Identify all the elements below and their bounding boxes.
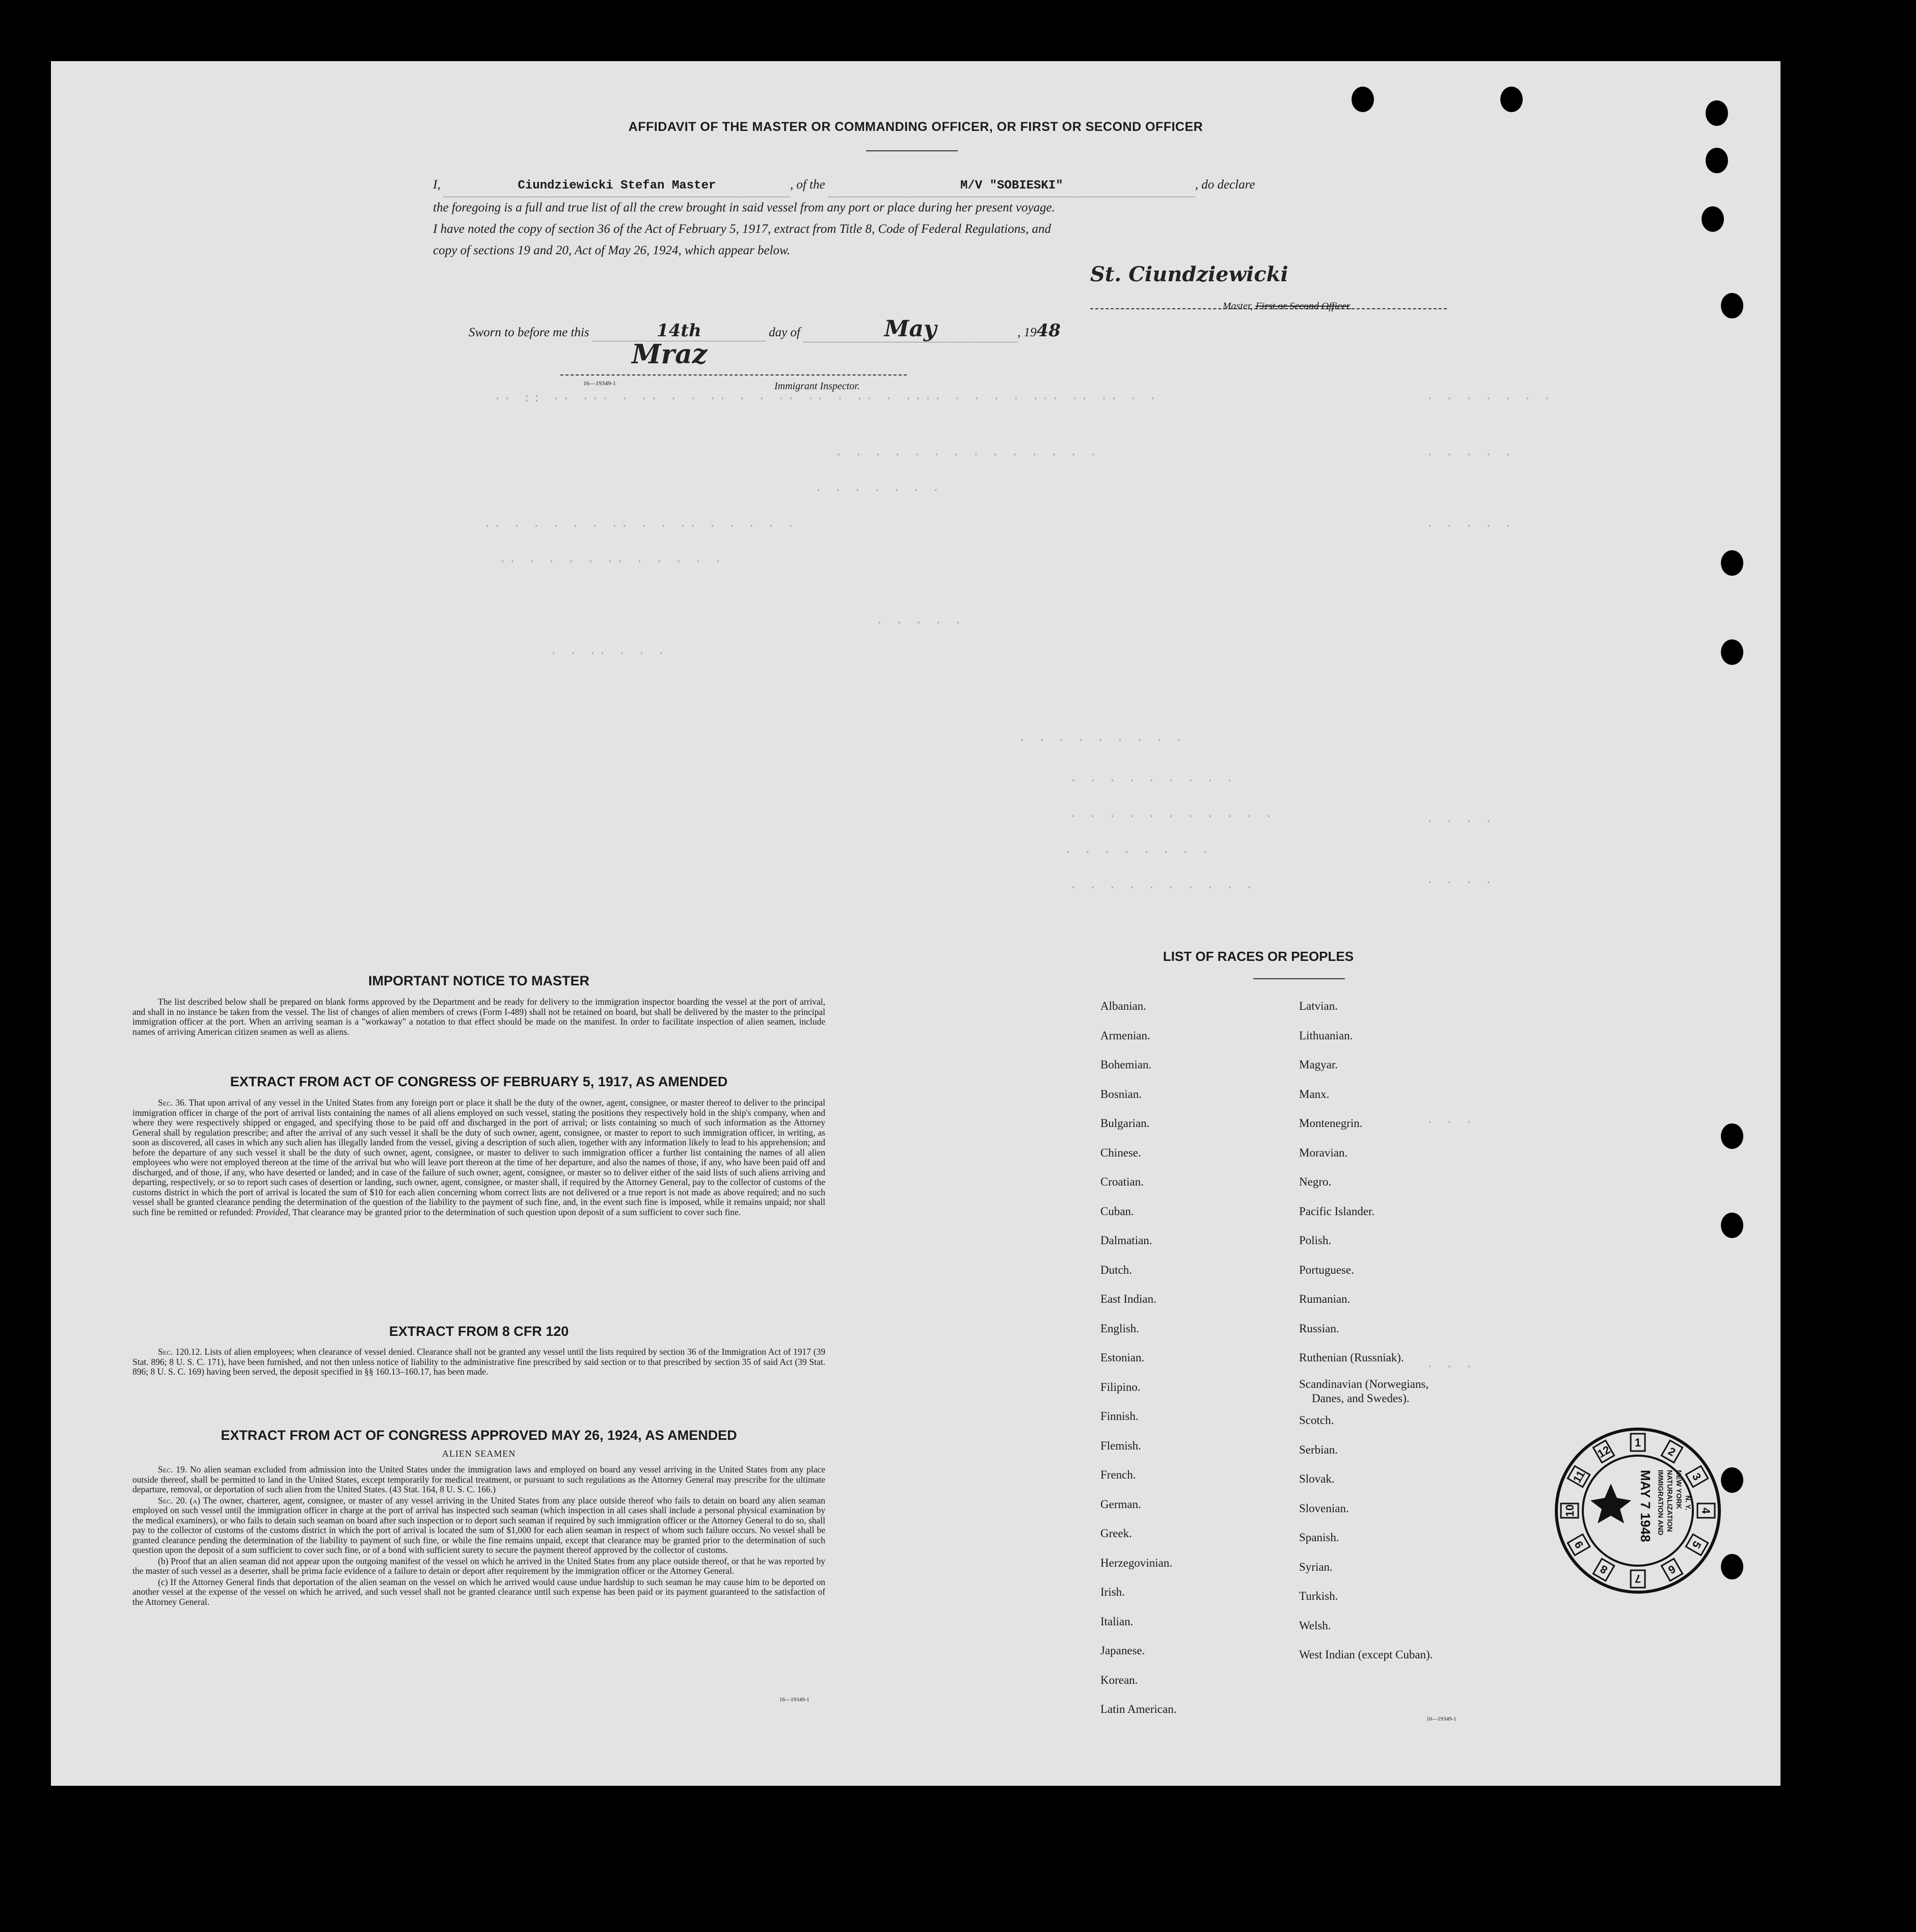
race-item: Irish.	[1100, 1586, 1125, 1598]
stamp-ring-number: 6	[1666, 1562, 1678, 1577]
punch-hole	[1500, 87, 1523, 112]
vessel-name-field: M/V "SOBIESKI"	[828, 175, 1195, 197]
ghost-mark: · · · · · · ·	[1426, 392, 1554, 405]
punch-hole	[1706, 148, 1728, 173]
race-item: Latvian.	[1299, 1000, 1338, 1012]
races-title: LIST OF RACES OR PEOPLES	[1163, 949, 1354, 964]
race-item: Moravian.	[1299, 1146, 1348, 1159]
extract-1924-text	[132, 1465, 825, 1608]
stamp-ring-number: 7	[1634, 1572, 1641, 1585]
stamp-ring-number: 9	[1572, 1539, 1586, 1551]
ghost-mark: · · · · · · · · ·	[1070, 774, 1236, 787]
race-item: Slovak.	[1299, 1472, 1335, 1485]
document-page	[51, 61, 1780, 1786]
ghost-mark: · · ·	[1426, 1116, 1476, 1129]
ghost-mark: · · · · · · · · ·	[1019, 734, 1185, 746]
race-item: Filipino.	[1100, 1380, 1141, 1393]
ghost-mark: · · · · ·	[876, 616, 964, 629]
race-item: Flemish.	[1100, 1439, 1141, 1452]
race-item: French.	[1100, 1468, 1136, 1481]
declare-text: , do declare	[1195, 178, 1255, 192]
sec-20b-text: (b) Proof that an alien seaman did not appear upon the outgoing manifest of the vessel on which he arrived in the United States from any place outside thereof, or that he was reported by the master of such vessel as a deserter, shall be prima facie evidence of a failure to detain or deport after requirement by the immigration officer or the Attorney General.	[132, 1555, 825, 1576]
punch-hole	[1706, 100, 1728, 126]
race-item: Montenegrin.	[1299, 1117, 1363, 1130]
stamp-ring-number: 1	[1634, 1436, 1641, 1449]
race-item: Bulgarian.	[1100, 1117, 1150, 1130]
punch-hole	[1721, 550, 1743, 576]
inspector-form-number: 16—19349-1	[583, 380, 616, 387]
stamp-ring-number: 12	[1595, 1443, 1613, 1461]
sec-19-text: No alien seaman excluded from admission into the United States under the immigration laws and employed on board any vessel arriving in the United States from any place outside thereof, shall be permitted to land in the United States, except temporarily for medical treatment, or pursuant to such regulations as the Attorney General may prescribe for the ultimate departure, removal, or deportation of such alien from the United States. (43 Stat. 164, 8 U. S. C. 166.)	[132, 1464, 826, 1494]
race-item: Finnish.	[1100, 1410, 1139, 1423]
punch-hole	[1702, 206, 1724, 232]
race-item: Scandinavian (Norwegians,	[1299, 1377, 1429, 1390]
race-item: Russian.	[1299, 1322, 1339, 1335]
stamp-ring-number: 10	[1563, 1504, 1576, 1517]
race-item: Slovenian.	[1299, 1501, 1349, 1515]
race-item: German.	[1100, 1497, 1141, 1511]
notice-text	[132, 997, 825, 1038]
race-item: Serbian.	[1299, 1443, 1338, 1456]
ghost-mark: · · · · · · · · · ·	[1070, 881, 1256, 894]
extract-cfr-title: EXTRACT FROM 8 CFR 120	[389, 1324, 569, 1339]
race-item: Negro.	[1299, 1175, 1332, 1188]
stamp-line-4: N. Y.	[1684, 1495, 1692, 1511]
race-item: Greek.	[1100, 1527, 1132, 1540]
sec-36-label: Sec. 36.	[158, 1097, 187, 1108]
ghost-mark: ·· · · · · ·· · · · · ·	[499, 555, 724, 568]
of-the-text: , of the	[790, 178, 825, 192]
sworn-year-field: 48	[1036, 320, 1061, 341]
ghost-mark: · · ·	[1426, 1360, 1476, 1373]
race-item: Welsh.	[1299, 1619, 1331, 1632]
stamp-line-3: NEW YORK	[1675, 1470, 1683, 1509]
race-item: Bohemian.	[1100, 1058, 1152, 1071]
notice-title: IMPORTANT NOTICE TO MASTER	[368, 973, 589, 988]
inspector-rule	[560, 374, 907, 375]
signature-caption-master: Master,	[1223, 301, 1256, 312]
stamp-ring-number: 5	[1689, 1539, 1704, 1551]
day-of-text: day of	[769, 326, 800, 339]
race-item: Korean.	[1100, 1673, 1138, 1686]
race-item: Pacific Islander.	[1299, 1204, 1375, 1218]
punch-hole	[1721, 1467, 1743, 1493]
race-item: Chinese.	[1100, 1146, 1141, 1159]
ghost-mark: · · · · · · · · · · · · · ·	[835, 448, 1100, 461]
ghost-mark: · · · · ·	[1426, 448, 1515, 461]
race-item: Cuban.	[1100, 1204, 1134, 1218]
stamp-ring-number: 4	[1699, 1507, 1712, 1514]
race-item: Turkish.	[1299, 1590, 1338, 1602]
affidavit-line-4: copy of sections 19 and 20, Act of May 26, 1924, which appear below.	[433, 244, 791, 257]
sworn-day-field: 14th	[592, 320, 766, 341]
race-item: Armenian.	[1100, 1029, 1150, 1042]
ghost-mark: · · · · · · · ·	[1065, 846, 1212, 858]
signature-caption-struck: First or Second Officer	[1255, 301, 1350, 312]
punch-hole	[1352, 87, 1374, 112]
affidavit-line-3: I have noted the copy of section 36 of the Act of February 5, 1917, extract from Title 8, Code of Federal Regulations, and	[433, 222, 1051, 236]
punch-hole	[1721, 639, 1743, 665]
race-item: Polish.	[1299, 1234, 1332, 1247]
race-item: Spanish.	[1299, 1531, 1339, 1544]
year-prefix: , 19	[1017, 326, 1037, 339]
race-item: Bosnian.	[1100, 1087, 1142, 1101]
affidavit-title: AFFIDAVIT OF THE MASTER OR COMMANDING OFFICER, OR FIRST OR SECOND OFFICER	[628, 120, 1203, 134]
sec-36-text: That upon arrival of any vessel in the United States from any foreign port or place it shall be the duty of the owner, agent, consignee, or master thereof to deliver to the principal immigration officer in charge of the port of arrival lists containing the names of all aliens employed on such vessel, stating the positions they respectively hold in the ship's company, when and where they were respectively shipped or engaged, and specifying those to be paid off and discharged in the port of arrival; or lists containing so much of such information as the Attorney General shall by regulation prescribe; and after the arrival of any such vessel it shall be the duty of such owner, agent, consignee, or master to report to such immigration officer, in writing, as soon as discovered, all cases in which any such alien has illegally landed from the vessel, giving a description of such alien, together with any information likely to lead to his apprehension; and before the departure of any such vessel it shall be the duty of such owner, agent, consignee, or master to deliver to such immigration officer a further list containing the names of all alien employees who were not employed thereon at the time of the arrival but who will leave port thereon at the time of her departure, and also the names of those, if any, who have been paid off and discharged, and of those, if any, who have deserted or landed; and in case of the failure of such owner, agent, consignee, or master so to deliver either of the said lists of such aliens arriving and departing, respectively, or so to report such cases of desertion or landing, such owner, agent, consignee, or master shall, if required by the Attorney General, pay to the collector of customs of the customs district in which the port of arrival is located the sum of $10 for each alien concerning whom correct lists are not delivered or a true report is not made as above required; and no such vessel shall be granted clearance pending the determination of the question of the liability to the payment of such fine, and, in the event such fine is imposed, while it remains unpaid; nor shall such fine be remitted or refunded:	[132, 1097, 825, 1217]
affidavit-body	[433, 174, 1447, 261]
race-item: Estonian.	[1100, 1351, 1145, 1364]
notice-paragraph: The list described below shall be prepared on blank forms approved by the Department and be ready for delivery to the immigration inspector boarding the vessel at the port of arrival, and shall in no instance be taken from the vessel. The list of changes of alien members of crews (Form I-489) shall not be retained on board, but shall be delivered by the master to the principal immigration officer at the port. When an arriving seaman is a "workaway" a notation to that effect should be made on the manifest. In order to facilitate inspection of alien seamen, include names of arriving American citizen seamen as well as aliens.	[132, 997, 825, 1037]
punch-hole	[1721, 1123, 1743, 1149]
ghost-mark: · · · ·	[1426, 815, 1495, 828]
signature-caption-end: .	[1349, 301, 1352, 312]
immigration-stamp	[1554, 1427, 1722, 1595]
race-item: Lithuanian.	[1299, 1029, 1353, 1042]
stamp-line-2: NATURALIZATION	[1666, 1470, 1674, 1532]
proviso-label: Provided,	[256, 1206, 290, 1217]
stamp-ring-number: 2	[1666, 1444, 1678, 1459]
stamp-ring-number: 8	[1598, 1562, 1610, 1577]
race-item: East Indian.	[1100, 1293, 1156, 1305]
sec-20-label: Sec. 20. (a)	[158, 1495, 200, 1506]
sec-20a-text: The owner, charterer, agent, consignee, or master of any vessel arriving in the United States from any place outside thereof who fails to detain on board any alien seaman employed on such vessel until the immigration officer in charge at the port of arrival has inspected such seaman (which inspection in all cases shall include a personal physical examination by the medical examiners), or who fails to detain such seaman on board after such inspection or to deport such seaman if required by such immigration officer or the Attorney General to do so, shall pay to the collector of customs of the customs district in which the port of arrival is located the sum of $1,000 for each alien seaman in respect of whom such failure occurs. No vessel shall be granted clearance pending the determination of the liability to payment of such fine, or while the fine remains unpaid, except that clearance may be granted prior to the determination of such question upon the deposit of a sum sufficient to cover such fine, or of a bond with sufficient surety to secure the payment thereof approved by the collector of customs.	[132, 1495, 825, 1555]
stamp-outer-ring	[1556, 1429, 1719, 1592]
sec-120-label: Sec. 120.12.	[158, 1347, 202, 1357]
stamp-line-1: IMMIGRATION AND	[1657, 1470, 1665, 1536]
affidavit-i: I,	[433, 178, 441, 192]
ghost-mark: ·· · · · · · ·· · · ·· · · · · ·	[484, 520, 797, 532]
race-item: Croatian.	[1100, 1175, 1144, 1188]
punch-hole	[1721, 1213, 1743, 1238]
sworn-month-field: May	[803, 316, 1017, 342]
race-item: English.	[1100, 1322, 1140, 1335]
race-item: Syrian.	[1299, 1560, 1333, 1573]
affidavit-line-2: the foregoing is a full and true list of all the crew brought in said vessel from any port or place during her present voyage.	[433, 201, 1055, 214]
race-item: Rumanian.	[1299, 1293, 1351, 1305]
ghost-mark: ·· :: ·· ··· · ·· · · ·· · · ·· ·· · ·· · ···· · · · · ··· ·· ·· · ·	[494, 392, 1159, 405]
race-item: Herzegovinian.	[1100, 1556, 1173, 1569]
race-item: Latin American.	[1100, 1703, 1177, 1715]
race-item: Dalmatian.	[1100, 1234, 1152, 1247]
left-form-number: 16—19349-1	[779, 1697, 809, 1703]
race-item: Scotch.	[1299, 1414, 1334, 1427]
punch-hole	[1721, 293, 1743, 318]
master-signature: St. Ciundziewicki	[1090, 262, 1447, 309]
race-item: Italian.	[1100, 1615, 1134, 1628]
ghost-mark: · · · · · · · · · · ·	[1070, 810, 1276, 823]
ghost-mark: · · · ·	[1426, 876, 1495, 889]
punch-hole	[1721, 1554, 1743, 1579]
sworn-prefix: Sworn to before me this	[469, 326, 589, 339]
signature-caption	[1223, 301, 1352, 312]
stamp-ring-numbers	[1561, 1434, 1715, 1588]
race-item: Albanian.	[1100, 1000, 1147, 1012]
stamp-star-icon	[1590, 1484, 1631, 1523]
stamp-ring-number: 11	[1570, 1468, 1588, 1485]
sec-20c-text: (c) If the Attorney General finds that deportation of the alien seaman on the vessel on which he arrived would cause undue hardship to such seaman he may cause him to be deported on another vessel at the expense of the vessel on which he arrived, and such vessel shall not be granted clearance until such expense has been paid or its payment guaranteed to the satisfaction of the Attorney General.	[132, 1576, 825, 1607]
stamp-ring-number: 3	[1689, 1470, 1704, 1483]
stamp-date: MAY 7 1948	[1638, 1470, 1653, 1542]
race-item: West Indian (except Cuban).	[1299, 1648, 1433, 1661]
ghost-mark: · · ·· · · ·	[550, 647, 668, 660]
race-item: Manx.	[1299, 1087, 1330, 1101]
sec-120-text: Lists of alien employees; when clearance of vessel denied. Clearance shall not be granted any vessel until the lists required by section 36 of the Immigration Act of 1917 (39 Stat. 896; 8 U. S. C. 171), have been furnished, and not then unless notice of liability to the administrative fine prescribed by said section or to that prescribed by section 35 of said Act (39 Stat. 896; 8 U. S. C. 169) having been served, the deposit specified in §§ 160.13–160.17, has been made.	[132, 1347, 826, 1377]
race-item: Magyar.	[1299, 1058, 1338, 1071]
ghost-mark: · · · · · · ·	[815, 484, 942, 497]
proviso-text: That clearance may be granted prior to the determination of such question upon deposit of a sum sufficient to cover such fine.	[292, 1206, 741, 1217]
right-form-number: 16—19349-1	[1426, 1716, 1456, 1722]
extract-1924-title: EXTRACT FROM ACT OF CONGRESS APPROVED MAY 26, 1924, AS AMENDED	[221, 1428, 737, 1443]
race-item: Japanese.	[1100, 1644, 1145, 1657]
race-item: Portuguese.	[1299, 1263, 1354, 1276]
officer-name-field: Ciundziewicki Stefan Master	[444, 175, 790, 197]
race-item: Ruthenian (Russniak).	[1299, 1351, 1404, 1364]
races-rule	[1253, 978, 1345, 979]
inspector-caption: Immigrant Inspector.	[774, 381, 860, 392]
race-item: Dutch.	[1100, 1263, 1132, 1276]
sec-19-label: Sec. 19.	[158, 1464, 187, 1474]
extract-1917-title: EXTRACT FROM ACT OF CONGRESS OF FEBRUARY 5, 1917, AS AMENDED	[230, 1074, 728, 1089]
inspector-signature: Mraz	[632, 339, 708, 370]
title-rule	[866, 150, 958, 151]
alien-seamen-subtitle: ALIEN SEAMEN	[442, 1448, 516, 1459]
race-item: Danes, and Swedes).	[1312, 1391, 1410, 1405]
extract-1917-text	[132, 1098, 825, 1218]
ghost-mark: · · · · ·	[1426, 520, 1515, 532]
extract-cfr-text	[132, 1347, 825, 1378]
